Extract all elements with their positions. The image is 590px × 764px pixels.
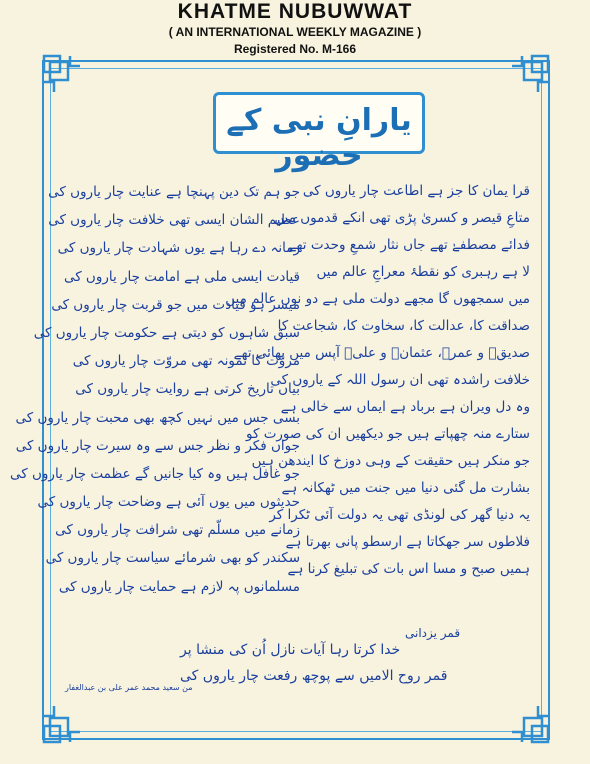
poem-line: سکندر کو بھی شرمائے سیاست چار یاروں کی bbox=[45, 550, 300, 567]
poem-line: بشارت مل گئی دنیا میں جنت میں ٹھکانہ ہے bbox=[281, 480, 530, 496]
masthead bbox=[0, 0, 590, 58]
poem-line: قیادت ایسی ملی ہے امامت چار یاروں کی bbox=[63, 268, 300, 285]
poem-line: صدیقؓ و عمرؓ، عثمانؓ و علیؓ آپس میں بھائی تھے bbox=[233, 345, 530, 361]
poem-line: لا ہے رہبری کو نقطۂ معراجِ عالم میں bbox=[316, 264, 530, 280]
poem-line: خلافت راشدہ تھی ان رسول اللہ کے یاروں کی bbox=[270, 372, 530, 388]
poem-line: صداقت کا، عدالت کا، سخاوت کا، شجاعت کا bbox=[277, 318, 530, 334]
poem-line: میں سمجھوں گا مجھے دولت ملی ہے دو نوں عالم میں bbox=[225, 291, 530, 307]
poem-line: قرا یمان کا جز ہے اطاعت چار یاروں کی bbox=[302, 183, 530, 199]
corner-ornament-bottom-left bbox=[40, 700, 86, 746]
poem-line: ستارے منہ چھپاتے ہیں جو دیکھیں ان کی صورت کو bbox=[246, 426, 530, 442]
poem-line: میسر ہو قیادت میں جو قربت چار یاروں کی bbox=[51, 296, 300, 313]
poem-heading: یارانِ نبی کے حضور bbox=[226, 103, 412, 173]
poem-line: مروّت کا نمونہ تھی مروّت چار یاروں کی bbox=[72, 353, 300, 370]
closing-verse-line-2: قمر روح الامیں سے پوچھ رفعت چار یاروں کی bbox=[180, 668, 448, 684]
poem-column-right bbox=[225, 178, 530, 583]
poem-line: ہمیں صبح و مسا اس بات کی تبلیغ کرنا ہے bbox=[287, 561, 530, 577]
poem-line: سبق شاہوں کو دیتی ہے حکومت چار یاروں کی bbox=[33, 324, 300, 341]
poem-line: جو منکر ہیں حقیقت کے وہی دوزخ کا ایندھن ہیں bbox=[251, 453, 530, 469]
poem-line: حدیثوں میں یوں آئی ہے وضاحت چار یاروں کی bbox=[37, 494, 300, 511]
poem-line: فلاطوں سر جھکاتا ہے ارسطو پانی بھرتا ہے bbox=[285, 534, 530, 550]
poem-line: فدائے مصطفےٰ تھے جاں نثار شمعِ وحدت تھے bbox=[288, 237, 530, 253]
poem-line: یہ دنیا گھر کی لونڈی تھی یہ دولت آئی ٹکرا کر bbox=[269, 507, 530, 523]
heading-box bbox=[213, 92, 425, 173]
poem-line: جو ہم تک دین پہنچا ہے عنایت چار یاروں کی bbox=[48, 184, 300, 200]
poem-line: زمانہ دے رہا ہے یوں شہادت چار یاروں کی bbox=[57, 240, 300, 257]
poem-line: بسی جس میں نہیں کچھ بھی محبت چار یاروں کی bbox=[15, 409, 300, 426]
credit-note: من سعید محمد عمر علی بن عبدالغفار bbox=[65, 683, 193, 692]
poem-line: متاعِ قیصر و کسریٰ پڑی تھی انکے قدموں میں bbox=[274, 210, 530, 226]
corner-ornament-top-right bbox=[506, 52, 552, 98]
poem-line: زمانے میں مسلّم تھی شرافت چار یاروں کی bbox=[55, 522, 300, 539]
magazine-subtitle: ( AN INTERNATIONAL WEEKLY MAGAZINE ) bbox=[168, 25, 422, 39]
poem-line: مسلمانوں پہ لازم ہے حمایت چار یاروں کی bbox=[58, 578, 300, 595]
corner-ornament-top-left bbox=[40, 52, 86, 98]
poem-line: جو غافل ہیں وہ کیا جانیں گے عظمت چار یاروں کی bbox=[10, 465, 300, 482]
poem-line: جواں فکر و نظر جس سے وہ سیرت چار یاروں کی bbox=[15, 437, 300, 454]
magazine-title: KHATME NUBUWWAT bbox=[177, 0, 413, 23]
registration-number: Registered No. M-166 bbox=[233, 42, 357, 56]
poet-name: قمر یزدانی bbox=[405, 626, 461, 640]
poem-line: بیاں تاریخ کرتی ہے روایت چار یاروں کی bbox=[75, 381, 300, 398]
poem-line: عظیم الشان ایسی تھی خلافت چار یاروں کی bbox=[48, 212, 300, 229]
poem-column-left bbox=[10, 178, 300, 601]
closing-verse-line-1: خدا کرتا رہا آیات نازل اُن کی منشا پر bbox=[180, 642, 401, 658]
corner-ornament-bottom-right bbox=[506, 700, 552, 746]
poem-line: وہ دل ویران ہے برباد ہے ایماں سے خالی ہے bbox=[280, 399, 530, 415]
